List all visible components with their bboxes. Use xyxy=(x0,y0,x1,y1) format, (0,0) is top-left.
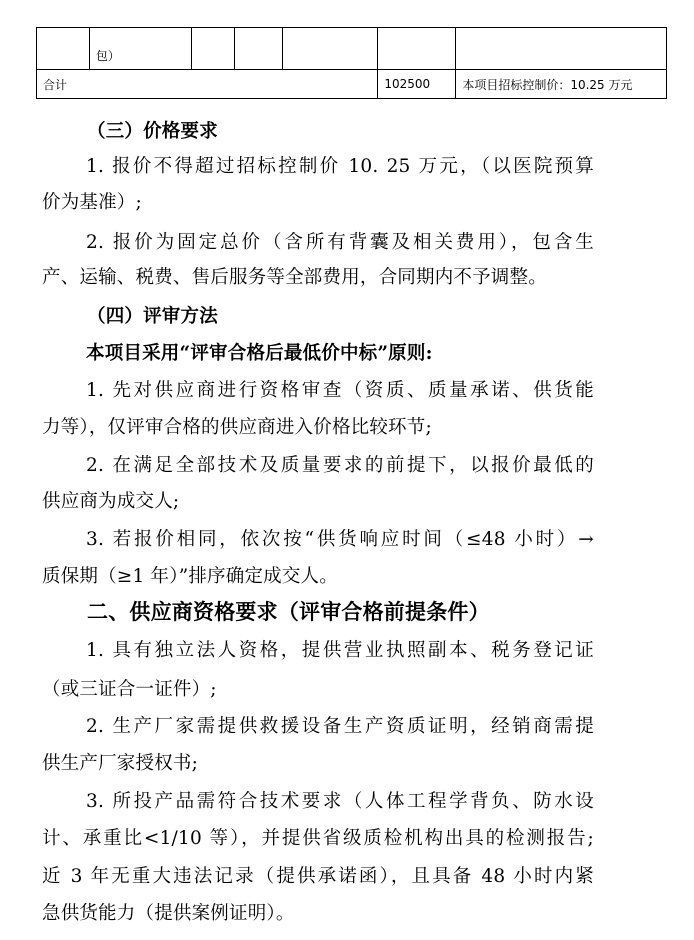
qual-3c: 近 3 年无重大违法记录（提供承诺函），且具备 48 小时内紧 xyxy=(42,866,594,887)
budget-table xyxy=(36,27,667,99)
total-amount: 102500 xyxy=(384,77,431,91)
table-cell xyxy=(89,28,191,70)
table-row xyxy=(37,28,667,70)
review-principle: 本项目采用“评审合格后最低价中标”原则: xyxy=(86,343,433,364)
price-req-1b: 价为基准）; xyxy=(42,192,142,213)
qual-2a: 2. 生产厂家需提供救援设备生产资质证明，经销商需提 xyxy=(86,716,594,737)
price-req-1a: 1. 报价不得超过招标控制价 10. 25 万元，（以医院预算 xyxy=(86,156,594,177)
total-amount-cell xyxy=(378,70,456,99)
qual-3a: 3. 所投产品需符合技术要求（人体工程学背负、防水设 xyxy=(86,791,594,812)
qual-3b: 计、承重比<1/10 等），并提供省级质检机构出具的检测报告; xyxy=(42,828,594,849)
qual-2b: 供生产厂家授权书; xyxy=(42,753,199,774)
table-cell xyxy=(37,28,90,70)
table-cell xyxy=(191,28,234,70)
table-cell xyxy=(378,28,456,70)
price-req-2a: 2. 报价为固定总价（含所有背囊及相关费用），包含生 xyxy=(86,232,594,253)
total-label-cell xyxy=(37,70,378,99)
review-2a: 2. 在满足全部技术及质量要求的前提下，以报价最低的 xyxy=(86,455,594,476)
review-1a: 1. 先对供应商进行资格审查（资质、质量承诺、供货能 xyxy=(86,380,594,401)
review-3b: 质保期（≥1 年）”排序确定成交人。 xyxy=(42,566,338,587)
total-label: 合计 xyxy=(43,77,68,92)
price-req-2b: 产、运输、税费、售后服务等全部费用，合同期内不予调整。 xyxy=(42,267,547,288)
section-heading-review: （四）评审方法 xyxy=(87,306,218,327)
table-cell xyxy=(282,28,378,70)
control-price-note: 本项目招标控制价：10.25 万元 xyxy=(462,77,633,92)
table-total-row xyxy=(37,70,667,99)
qual-1b: （或三证合一证件）; xyxy=(42,679,217,700)
review-3a: 3. 若报价相同，依次按“供货响应时间（≤48 小时）→ xyxy=(86,529,594,550)
item-name-fragment: 包） xyxy=(95,49,120,63)
control-price-cell xyxy=(456,70,667,99)
table-cell xyxy=(234,28,282,70)
qual-1a: 1. 具有独立法人资格，提供营业执照副本、税务登记证 xyxy=(86,640,594,661)
review-1b: 力等），仅评审合格的供应商进入价格比较环节; xyxy=(42,417,432,438)
section-heading-price: （三）价格要求 xyxy=(87,121,218,142)
review-2b: 供应商为成交人; xyxy=(42,491,180,512)
section-heading-qualification: 二、供应商资格要求（评审合格前提条件） xyxy=(87,599,490,624)
qual-3d: 急供货能力（提供案例证明）。 xyxy=(42,903,295,924)
table-cell xyxy=(456,28,667,70)
